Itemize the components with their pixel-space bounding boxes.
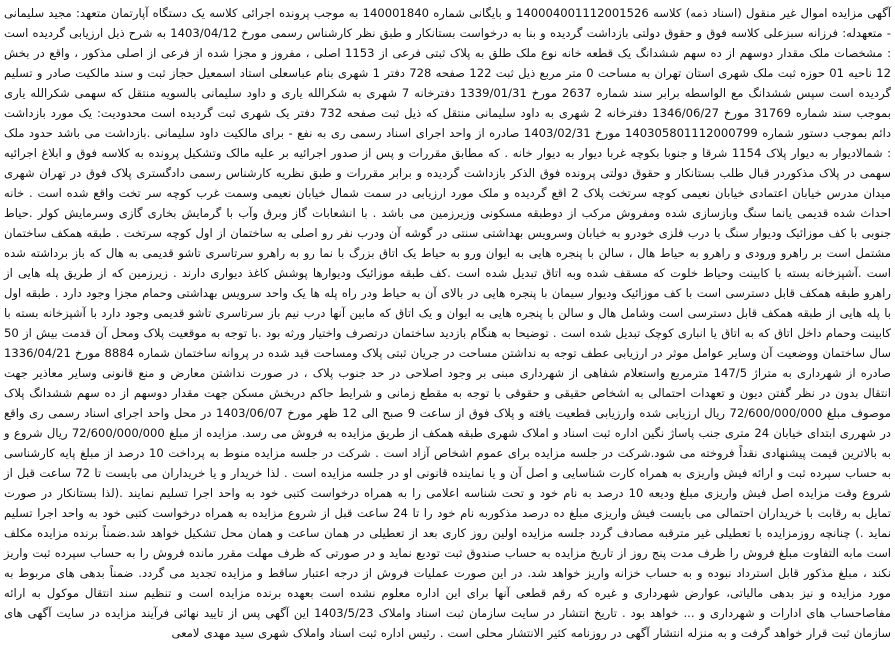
auction-notice-text: آگهی مزایده اموال غیر منقول (اسناد ذمه) کلاسه 140004001112001526 و بایگانی شماره 140001840 به موجب پرونده اجرائی کلاسه یک دستگاه آپارتمان متعهد: مجید سلیمانی - متعهدله: فرزانه سبزعلی کلاسه فوق و حقوق دولتی بازداشت گردیده و بنا به درخواست بستانکار و طبق نظر کارشناس رسمی مورخ 1403/04/12 به شرح ذیل ارزیابی گردیده است : مشخصات ملک مقدار دوسهم از ده سهم ششدانگ یک قطعه خانه نوع ملک طلق به پلاک ثبتی فرعی از 1153 اصلی ، مفروز و مجزا شده از فرعی از اصلی مذکور ، واقع در بخش 12 ناحیه 01 حوزه ثبت ملک شهری استان تهران به مساحت 0 متر مربع ذیل ثبت 122 صفحه 728 دفتر 1 شهری بنام عباسعلی استاد اسمعیل حجاز ثبت و سند مالکیت صادر و تسلیم گردیده است سپس ششدانگ مع الواسطه برابر سند شماره 2637 مورخ 1339/01/31 دفترخانه 7 شهری به شکرالله یاری و داود سلیمانی بالسویه منتقل که سهمی شکرالله یاری بموجب سند شماره 31769 مورخ 1346/06/27 دفترخانه 2 شهری به داود سلیمانی منتقل که ذیل ثبت صفحه 732 دفتر یک شهری ثبت گردیده است محدودیت: یک مورد بازداشت دائم بموجب دستور شماره 140305801112000799 مورخ 1403/02/31 صادره از واحد اجرای اسناد رسمی ری به نفع - برای مالکیت داود سلیمانی .بازداشت می باشد حدود ملک : شمالادیوار به دیوار پلاک 1154 شرقا و جنوبا بکوچه غربا دیوار به دیوار خانه . که مطابق مقررات و پس از صدور اجرائیه بر علیه مالک وتشکیل پرونده به کلاسه فوق و ابلاغ اجرائیه سهمی در پلاک مذکوردر قبال طلب بستانکار و حقوق دولتی پرونده فوق الذکر بازداشت گردیده و برابر مقررات و طبق نظریه کارشناس رسمی دادگستری پلاک فوق در تهران شهری میدان مدرس خیابان اعتمادی خیابان نعیمی کوچه سرتخت پلاک 2 اقع گردیده و ملک مورد ارزیابی در سمت شمال خیابان نعیمی وسمت غرب کوچه سر تخت واقع شده است . خانه احداث شده قدیمی یانما سنگ وبازسازی شده ومفروش مرکب از دوطبقه مسکونی وزیرزمین می باشد . با انشعابات گاز وبرق وآب با گرمایش بخاری گازی وسرمایش کولر .حیاط جنوبی با کف موزائیک ودیوار سنگ با درب فلزی خودرو به خیابان وسرویس بهداشتی سنتی در گوشه آن ودرب نفر رو اصلی به ساختمان از اول کوچه سرتخت . طبقه همکف ساختمان مشتمل است بر راهرو ورودی و راهرو به حیاط هال ، سالن با پنجره هایی به ایوان ورو به حیاط یک اتاق بزرگ با نما رو به راهرو سرتاسری تاشو قدیمی به هال که باز برداشته شده است .آشپزخانه بسته با کابینت وحیاط خلوت که مسقف شده وبه اتاق تبدیل شده است .کف طبقه موزائیک ودیوارها پوشش کاغذ دیواری دارند . زیرزمین که از طریق پله هایی از راهرو طبقه همکف قابل دسترسی است با کف موزائیک ودیوار سیمان با پنجره هایی در بالای آن به حیاط ودر راه پله ها یک واحد سرویس بهداشتی وحمام مجزا وجود دارد . طبقه اول با پله هایی از طبقه همکف قابل دسترسی است وشامل هال و سالن با پنجره هایی به ایوان و یک اتاق که مابین آنها درب نیم باز سرتاسری تاشو قدیمی وجود دارد با آشپزخانه بسته با کابینت وحمام داخل اتاق که به اتاق یا انباری کوچک تبدیل شده است . توضیحا به هنگام بازدید ساختمان درتصرف واختیار ورثه بود .با توجه به موقعیت پلاک ومحل آن قدمت بیش از 50 سال ساختمان ووضعیت آن وسایر عوامل موثر در ارزیابی عطف توجه به نداشتن مساحت در جریان ثبتی پلاک ومساحت قید شده در پروانه ساختمان شماره 8884 مورخ 1336/04/21 صادره از شهرداری به متراژ 147/5 مترمربع واستعلام شفاهی از شهرداری مبنی بر وجود اصلاحی در حد جنوب پلاک ، در صورت نداشتن معارض و منع قانونی وسایر معاذیر جهت انتقال بدون در نظر گفتن دیون و تعهدات احتمالی به اشخاص حقیقی و حقوقی با توجه به مقطع زمانی و شرایط حاکم دربخش مسکن جهت مقدار دوسهم از ده سهم ششدانگ پلاک موصوف مبلغ 72/600/000/000 ریال ارزیابی شده وارزیابی قطعیت یافته و پلاک فوق از ساعت 9 صبح الی 12 ظهر مورخ 1403/06/07 در محل واحد اجرای اسناد رسمی ری واقع در شهرری ابتدای خیابان 24 متری جنب پاساژ نگین اداره ثبت اسناد و املاک شهری طبقه همکف از طریق مزایده به فروش می رسد. مزایده از مبلغ 72/600/000/000 ریال شروع و به بالاترین قیمت پیشنهادی نقداً فروخته می شود.شرکت در جلسه مزایده برای عموم اشخاص آزاد است . شرکت در جلسه مزایده منوط به پرداخت 10 درصد از مبلغ پایه کارشناسی به حساب سپرده ثبت و ارائه فیش واریزی به همراه کارت شناسایی و اصل آن و یا نماینده قانونی او در جلسه مزایده است . لذا خریدار و یا خریداران می بایست تا 72 ساعت قبل از شروع وقت مزایده اصل فیش واریزی مبلغ ودیعه 10 درصد به نام خود و تحت شناسه اعلامی را به همراه درخواست کتبی خود به واحد اجرا تسلیم نمایند .(لذا بستانکار در صورت تمایل به رقابت با خریداران احتمالی می بایست فیش واریزی مبلغ ده درصد مذکوربه نام خود را تا 24 ساعت قبل از شروع مزایده به همراه درخواست کتبی خود به واحد اجرا تسلیم نماید .) چنانچه روزمزایده با تعطیلی غیر مترقبه مصادف گردد جلسه مزایده اولین روز کاری بعد از تعطیلی در همان ساعت و همان محل تشکیل خواهد شد.ضمناً برنده مزایده مکلف است مابه التفاوت مبلغ فروش را ظرف مدت پنج روز از تاریخ مزایده به حساب صندوق ثبت تودیع نماید و در صورتی که ظرف مهلت مقرر مانده فروش را به حساب سپرده ثبت واریز نکند ، مبلغ مذکور قابل استرداد نبوده و به حساب خزانه واریز خواهد شد. در این صورت عملیات فروش از درجه اعتبار ساقط و مزایده تجدید می گردد. ضمناً بدهی های مربوط به مورد مزایده و نیز بدهی مالیاتی، عوارض شهرداری و غیره که رقم قطعی آنها برای این اداره معلوم نشده است بعهده برنده مزایده است و تنظیم سند انتقال موکول به ارائه مفاصاحساب های ادارات و شهرداری و ... خواهد بود . تاریخ انتشار در سایت سازمان ثبت اسناد واملاک 1403/5/23 این آگهی پس از تایید نهائی فرآیند مزایده در سایت آگهی های سازمان ثبت قرار خواهد گرفت و به منزله انتشار آگهی در روزنامه کثیر الانتشار محلی است . رئیس اداره ثبت اسناد واملاک شهری سید مهدی لامعی [4, 6, 892, 640]
